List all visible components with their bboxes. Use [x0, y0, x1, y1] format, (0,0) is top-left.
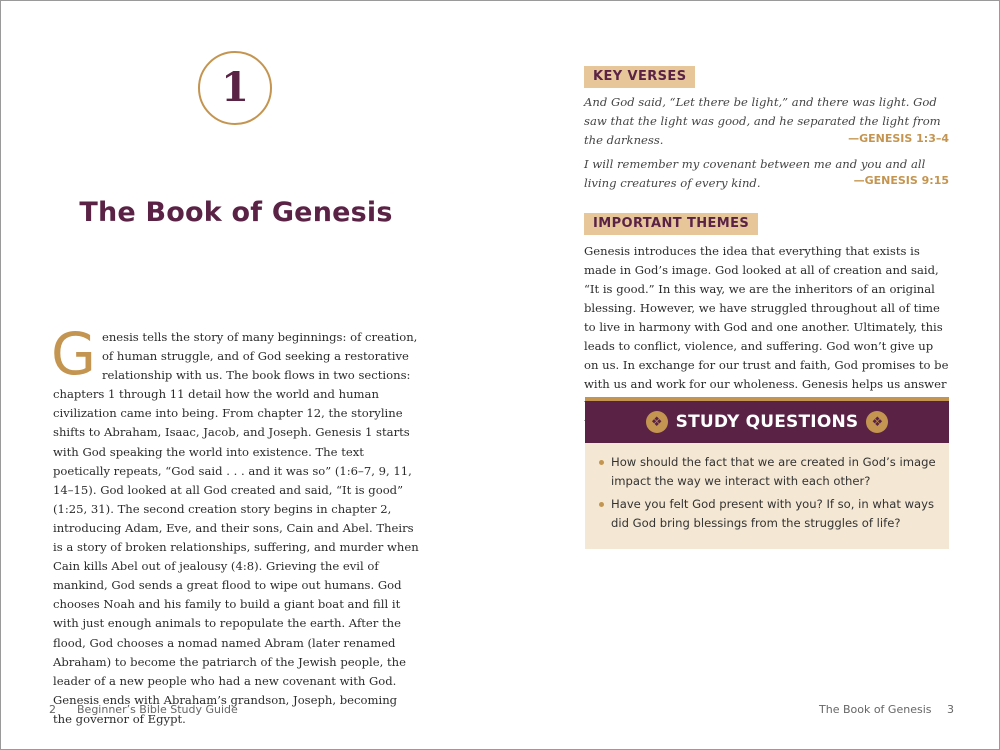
key-verses-label: KEY VERSES	[584, 66, 695, 88]
bullet-icon	[599, 502, 604, 507]
list-item	[599, 453, 939, 491]
right-page	[501, 1, 999, 749]
study-questions-title: STUDY QUESTIONS	[675, 412, 859, 432]
study-questions-header	[585, 401, 949, 443]
chapter-number-badge	[198, 51, 272, 125]
page-number-right: 3	[947, 703, 954, 716]
ornament-medallion-icon: ❖	[866, 411, 888, 433]
chapter-title: The Book of Genesis	[79, 197, 393, 228]
ornament-medallion-icon: ❖	[646, 411, 668, 433]
list-item	[599, 495, 939, 533]
key-verse-1: And God said, “Let there be light,” and there was light. God saw that the light was good, and he separated the light from the darkness.	[584, 95, 941, 147]
running-head-right: The Book of Genesis	[819, 703, 932, 716]
important-themes-label: IMPORTANT THEMES	[584, 213, 758, 235]
study-questions-list	[599, 453, 939, 537]
key-verse-1-reference: —GENESIS 1:3–4	[848, 132, 949, 145]
page-number-left: 2	[49, 703, 56, 716]
key-verse-2-reference: —GENESIS 9:15	[853, 174, 949, 187]
question-text: How should the fact that we are created in God’s image impact the way we interact with each other?	[611, 455, 936, 488]
drop-cap: G	[51, 320, 96, 388]
question-text: Have you felt God present with you? If so, in what ways did God bring blessings from the struggles of life?	[611, 497, 935, 530]
chapter-number: 1	[221, 64, 249, 111]
intro-text: enesis tells the story of many beginnings: of creation, of human struggle, and of God seeking a restorative relationship with us. The book flows in two sections: chapters 1 through 11 detail how the world and human civilization came into being. From chapter 12, the storyline shifts to Abraham, Isaac, Jacob, and Joseph. Genesis 1 starts with God speaking the world into existence. The text poetically repeats, “God said . . . and it was so” (1:6–7, 9, 11, 14–15). God looked at all God created and said, “It is good” (1:25, 31). The second creation story begins in chapter 2, introducing Adam, Eve, and their sons, Cain and Abel. Theirs is a story of broken relationships, suffering, and murder when Cain kills Abel out of jealousy (4:8). Grieving the evil of mankind, God sends a great flood to wipe out humans. God chooses Noah and his family to build a giant boat and fill it with just enough animals to repopulate the earth. After the flood, God chooses a nomad named Abram (later renamed Abraham) to become the patriarch of the Jewish people, the leader of a new people who had a new covenant with God. Genesis ends with Abraham’s grandson, Joseph, becoming the governor of Egypt.	[53, 330, 419, 726]
running-head-left: Beginner’s Bible Study Guide	[77, 703, 238, 716]
left-page	[1, 1, 501, 749]
study-questions-box	[585, 397, 949, 549]
intro-paragraph	[51, 320, 419, 729]
bullet-icon	[599, 460, 604, 465]
key-verse-2: I will remember my covenant between me and you and all living creatures of every kind.	[584, 157, 926, 190]
themes-paragraph: Genesis introduces the idea that everything that exists is made in God’s image. God looked at all of creation and said, “It is good.” In this way, we are the inheritors of an original blessing. However, we have struggled throughout all of time to live in harmony with God and one another. Ultimately, this leads to conflict, violence, and suffering. God won’t give up on us. In exchange for our trust and faith, God promises to be with us and work for our wholeness. Genesis helps us answer	[584, 244, 949, 391]
